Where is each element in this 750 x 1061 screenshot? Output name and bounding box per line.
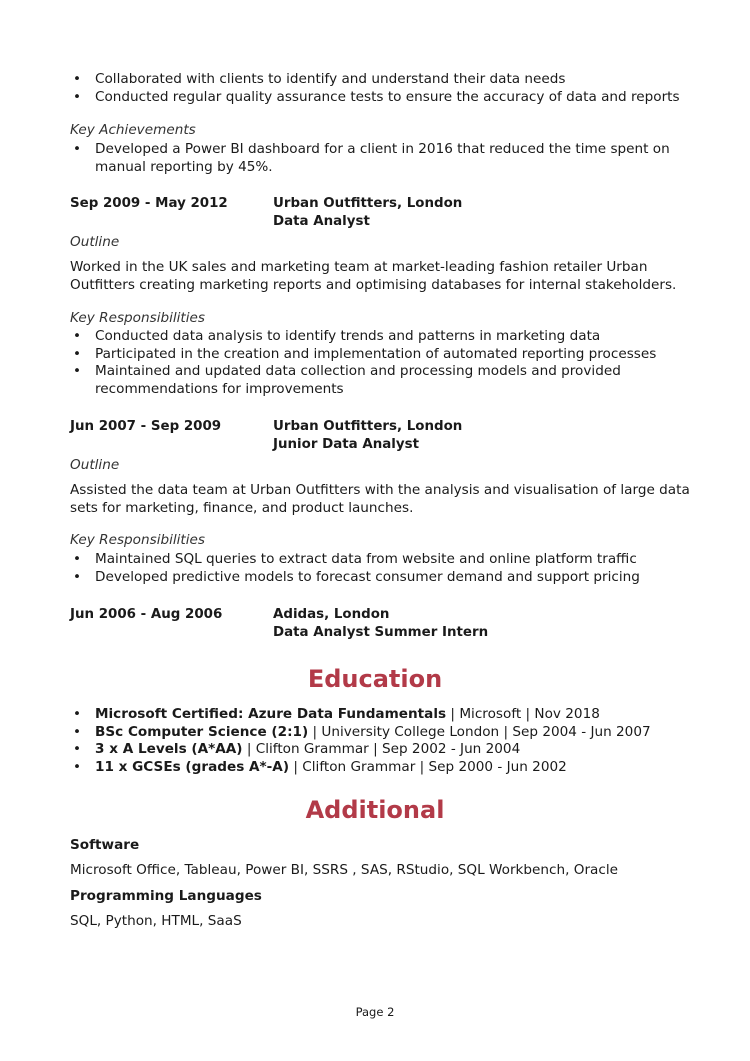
outline-label: Outline [70,457,120,473]
responsibilities-label: Key Responsibilities [70,310,205,326]
qualification-name: Microsoft Certified: Azure Data Fundamentals [95,706,447,722]
job-dates: Jun 2006 - Aug 2006 [70,607,223,622]
achievements-list [70,141,690,176]
job-dates: Jun 2007 - Sep 2009 [70,419,222,434]
education-list [70,706,690,776]
list-item: • Collaborated with clients to identify and understand their data needs [70,71,690,89]
responsibilities-list [70,328,690,398]
list-item: • Conducted data analysis to identify trends and patterns in marketing data [70,328,690,346]
list-item: • Participated in the creation and implementation of automated reporting processes [70,346,690,364]
job-outline: Worked in the UK sales and marketing team at market-leading fashion retailer Urban Outfitters creating marketing reports and optimising databases for internal stakeholders. [70,259,677,293]
list-item [70,724,690,742]
job-header [70,606,690,641]
qualification-details: | University College London | Sep 2004 - Jun 2007 [308,723,651,740]
qualification-name: 3 x A Levels (A*AA) [95,741,243,758]
prev-job-bullets [70,71,690,106]
languages-list: SQL, Python, HTML, SaaS [70,913,242,929]
job-header [70,195,690,230]
page-number: Page 2 [355,1005,395,1019]
list-item: • Developed predictive models to forecast consumer demand and support pricing [70,569,690,587]
job-dates: Sep 2009 - May 2012 [70,196,228,211]
qualification-name: BSc Computer Science (2:1) [95,723,309,740]
list-item: • Maintained SQL queries to extract data from website and online platform traffic [70,551,690,569]
list-item: • Conducted regular quality assurance tests to ensure the accuracy of data and reports [70,89,690,107]
list-item [70,741,690,759]
job-outline: Assisted the data team at Urban Outfitters with the analysis and visualisation of large data sets for marketing, finance, and product launches. [70,482,690,516]
job-title: Data Analyst [273,213,370,229]
job-header [70,418,690,453]
list-item [70,759,690,777]
list-item [70,706,690,724]
job-employer: Urban Outfitters, London [273,419,463,434]
list-item: • Maintained and updated data collection and processing models and provided recommendations for improvements [70,363,690,398]
languages-label: Programming Languages [70,888,262,904]
job-employer: Urban Outfitters, London [273,196,463,211]
job-employer: Adidas, London [273,607,390,622]
outline-label: Outline [70,234,120,250]
qualification-details: | Clifton Grammar | Sep 2000 - Jun 2002 [289,758,567,775]
education-heading: Education [307,665,443,693]
job-title: Junior Data Analyst [273,436,419,452]
responsibilities-list [70,551,690,586]
list-item: • Developed a Power BI dashboard for a client in 2016 that reduced the time spent on manual reporting by 45%. [70,141,690,176]
achievements-label: Key Achievements [70,122,196,138]
software-label: Software [70,837,140,853]
qualification-details: | Microsoft | Nov 2018 [446,706,600,722]
software-list: Microsoft Office, Tableau, Power BI, SSRS , SAS, RStudio, SQL Workbench, Oracle [70,862,618,878]
additional-heading: Additional [305,796,445,824]
qualification-details: | Clifton Grammar | Sep 2002 - Jun 2004 [242,741,521,758]
job-title: Data Analyst Summer Intern [273,624,489,640]
responsibilities-label: Key Responsibilities [70,532,205,548]
qualification-name: 11 x GCSEs (grades A*-A) [95,758,290,775]
